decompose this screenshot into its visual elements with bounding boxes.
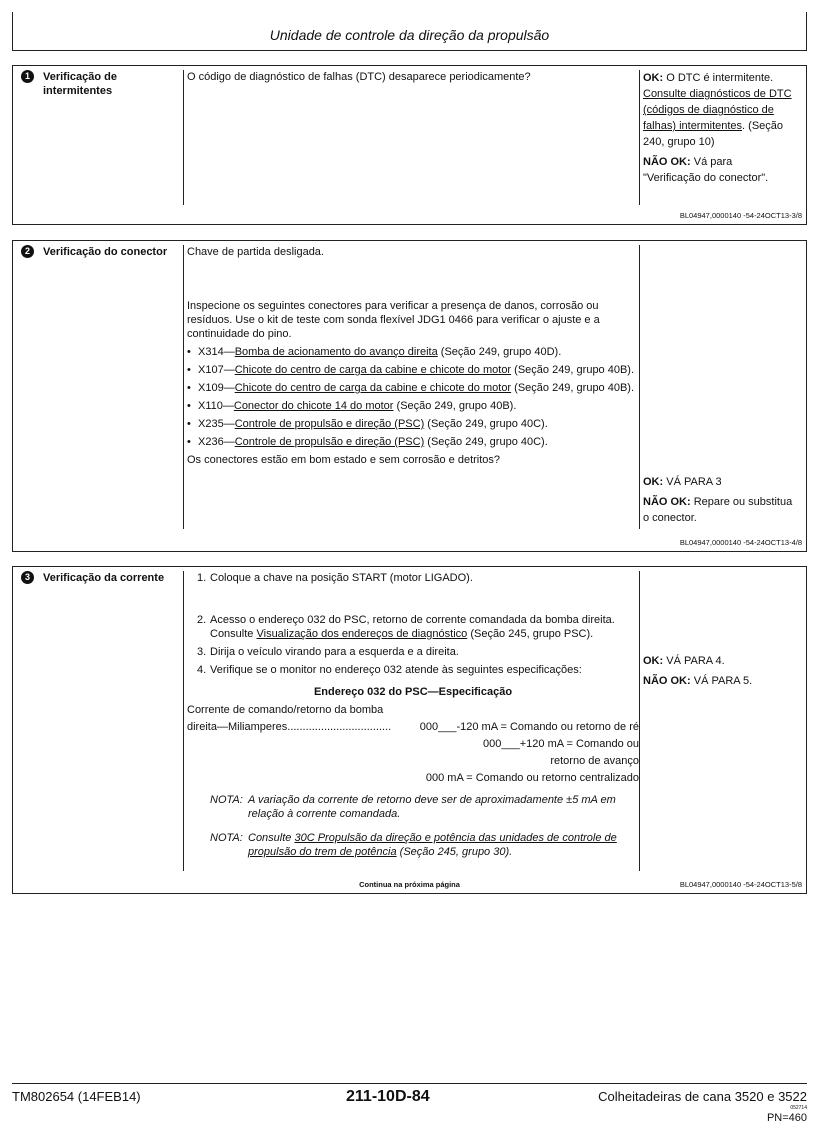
column-divider: [183, 571, 184, 871]
ok-label: OK:: [643, 655, 664, 667]
ok-text: VÁ PARA 3: [666, 476, 722, 488]
step-1-label: [21, 70, 186, 98]
step-2-results: [643, 474, 793, 526]
step-2-question: Os conectores estão em bom estado e sem corrosão e detritos?: [187, 454, 501, 466]
connector-link[interactable]: Chicote do centro de carga da cabine e chicote do motor: [234, 364, 512, 376]
reference-code: BL04947,0000140 -54-24OCT13-4/8: [679, 538, 802, 547]
column-divider: [183, 70, 184, 205]
not-ok-text: VÁ PARA 5.: [693, 675, 753, 687]
step-2-connector-check: [12, 240, 807, 552]
not-ok-text: Repare ou substitua o conector.: [643, 496, 793, 524]
step-2-title: Verificação do conector: [43, 246, 168, 258]
diagnostic-address-link[interactable]: Visualização dos endereços de diagnóstico: [256, 628, 468, 640]
connector-link[interactable]: Conector do chicote 14 do motor: [233, 400, 394, 412]
propulsion-link[interactable]: 30C Propulsão da direção e potência das unidades de controle de propulsão do trem de potência: [248, 832, 617, 858]
not-ok-label: NÃO OK:: [643, 496, 691, 508]
page-title: Unidade de controle da direção da propulsão: [269, 27, 550, 43]
column-divider: [639, 70, 640, 205]
continued-note: Continua na próxima página: [359, 880, 460, 889]
spec-value: retorno de avanço: [550, 755, 639, 767]
step-3-body: [187, 571, 639, 859]
step-1-results: [643, 70, 793, 186]
step-1-title: Verificação de intermitentes: [43, 71, 117, 97]
ok-label: OK:: [643, 476, 664, 488]
product-name: Colheitadeiras de cana 3520 e 3522: [598, 1089, 807, 1104]
ok-text: VÁ PARA 4.: [666, 655, 725, 667]
not-ok-label: NÃO OK:: [643, 675, 691, 687]
connector-item: • X314—Bomba de acionamento do avanço direita (Seção 249, grupo 40D).: [187, 345, 639, 359]
page-footer: [12, 1083, 807, 1124]
procedure-step: 4. Verifique se o monitor no endereço 032 atende às seguintes especificações:: [197, 664, 582, 676]
connector-link[interactable]: Chicote do centro de carga da cabine e chicote do motor: [234, 382, 512, 394]
connector-item: • X236—Controle de propulsão e direção (PSC) (Seção 249, grupo 40C).: [187, 435, 639, 449]
note-2: NOTA: Consulte 30C Propulsão da direção e potência das unidades de controle de propulsão do trem de potência (Seção 245, grupo 30).: [210, 832, 617, 858]
procedure-step: 1. Coloque a chave na posição START (motor LIGADO).: [197, 572, 473, 584]
note-1: NOTA: A variação da corrente de retorno deve ser de aproximadamente ±5 mA em relação à corrente comandada.: [210, 794, 616, 820]
spec-line: Corrente de comando/retorno da bomba: [187, 704, 384, 716]
connector-item: • X235—Controle de propulsão e direção (PSC) (Seção 249, grupo 40C).: [187, 417, 639, 431]
intermittent-dtc-link[interactable]: Consulte diagnósticos de DTC (códigos de diagnóstico de falhas) intermitentes: [643, 88, 792, 132]
step-1-intermittent-check: [12, 65, 807, 225]
step-3-title: Verificação da corrente: [43, 572, 165, 584]
procedure-step: 2. Acesso o endereço 032 do PSC, retorno de corrente comandada da bomba direita. Consulte Visualização dos endereços de diagnóstico (Seção 245, grupo PSC).: [197, 614, 615, 640]
connector-link[interactable]: Controle de propulsão e direção (PSC): [234, 418, 425, 430]
column-divider: [639, 571, 640, 871]
footer-code: 052714: [790, 1105, 807, 1111]
step-number-badge: 3: [21, 571, 34, 584]
step-3-results: [643, 653, 793, 689]
page-header: [12, 12, 807, 51]
step-2-label: [21, 245, 186, 259]
connector-item: • X110—Conector do chicote 14 do motor (Seção 249, grupo 40B).: [187, 399, 639, 413]
spec-title: Endereço 032 do PSC—Especificação: [313, 686, 513, 698]
step-2-paragraph: Inspecione os seguintes conectores para verificar a presença de danos, corrosão ou resíduos. Use o kit de teste com sonda flexível JDG1 0466 para verificar o ajuste e a continuidade do pino.: [187, 300, 600, 340]
spec-value: 000___+120 mA = Comando ou: [483, 738, 639, 750]
not-ok-text: Vá para "Verificação do conector".: [643, 156, 769, 184]
ok-label: OK:: [643, 72, 664, 84]
spec-value: 000 mA = Comando ou retorno centralizado: [425, 772, 639, 784]
step-number-badge: 2: [21, 245, 34, 258]
part-number: PN=460: [766, 1112, 807, 1124]
connector-item: • X109—Chicote do centro de carga da cabine e chicote do motor (Seção 249, grupo 40B).: [187, 381, 639, 395]
column-divider: [183, 245, 184, 529]
step-3-label: [21, 571, 186, 585]
reference-code: BL04947,0000140 -54-24OCT13-5/8: [679, 880, 802, 889]
step-1-question: O código de diagnóstico de falhas (DTC) desaparece periodicamente?: [187, 71, 531, 83]
not-ok-label: NÃO OK:: [643, 156, 691, 168]
step-3-current-check: [12, 566, 807, 894]
step-2-line1: Chave de partida desligada.: [187, 246, 324, 258]
document-number: TM802654 (14FEB14): [12, 1089, 141, 1104]
step-2-body: [187, 245, 639, 471]
reference-code: BL04947,0000140 -54-24OCT13-3/8: [679, 211, 802, 220]
connector-item: • X107—Chicote do centro de carga da cabine e chicote do motor (Seção 249, grupo 40B).: [187, 363, 639, 377]
spec-row: direita—Miliamperes.................................. 000___-120 mA = Comando ou retorno de ré: [187, 721, 639, 733]
step-number-badge: 1: [21, 70, 34, 83]
procedure-step: 3. Dirija o veículo virando para a esquerda e a direita.: [197, 646, 459, 658]
page-number: 211-10D-84: [346, 1088, 430, 1105]
ok-tail: . (Seção 240, grupo 10): [643, 120, 784, 148]
connector-link[interactable]: Bomba de acionamento do avanço direita: [234, 346, 438, 358]
connector-link[interactable]: Controle de propulsão e direção (PSC): [234, 436, 425, 448]
ok-text: O DTC é intermitente.: [666, 72, 774, 84]
column-divider: [639, 245, 640, 529]
